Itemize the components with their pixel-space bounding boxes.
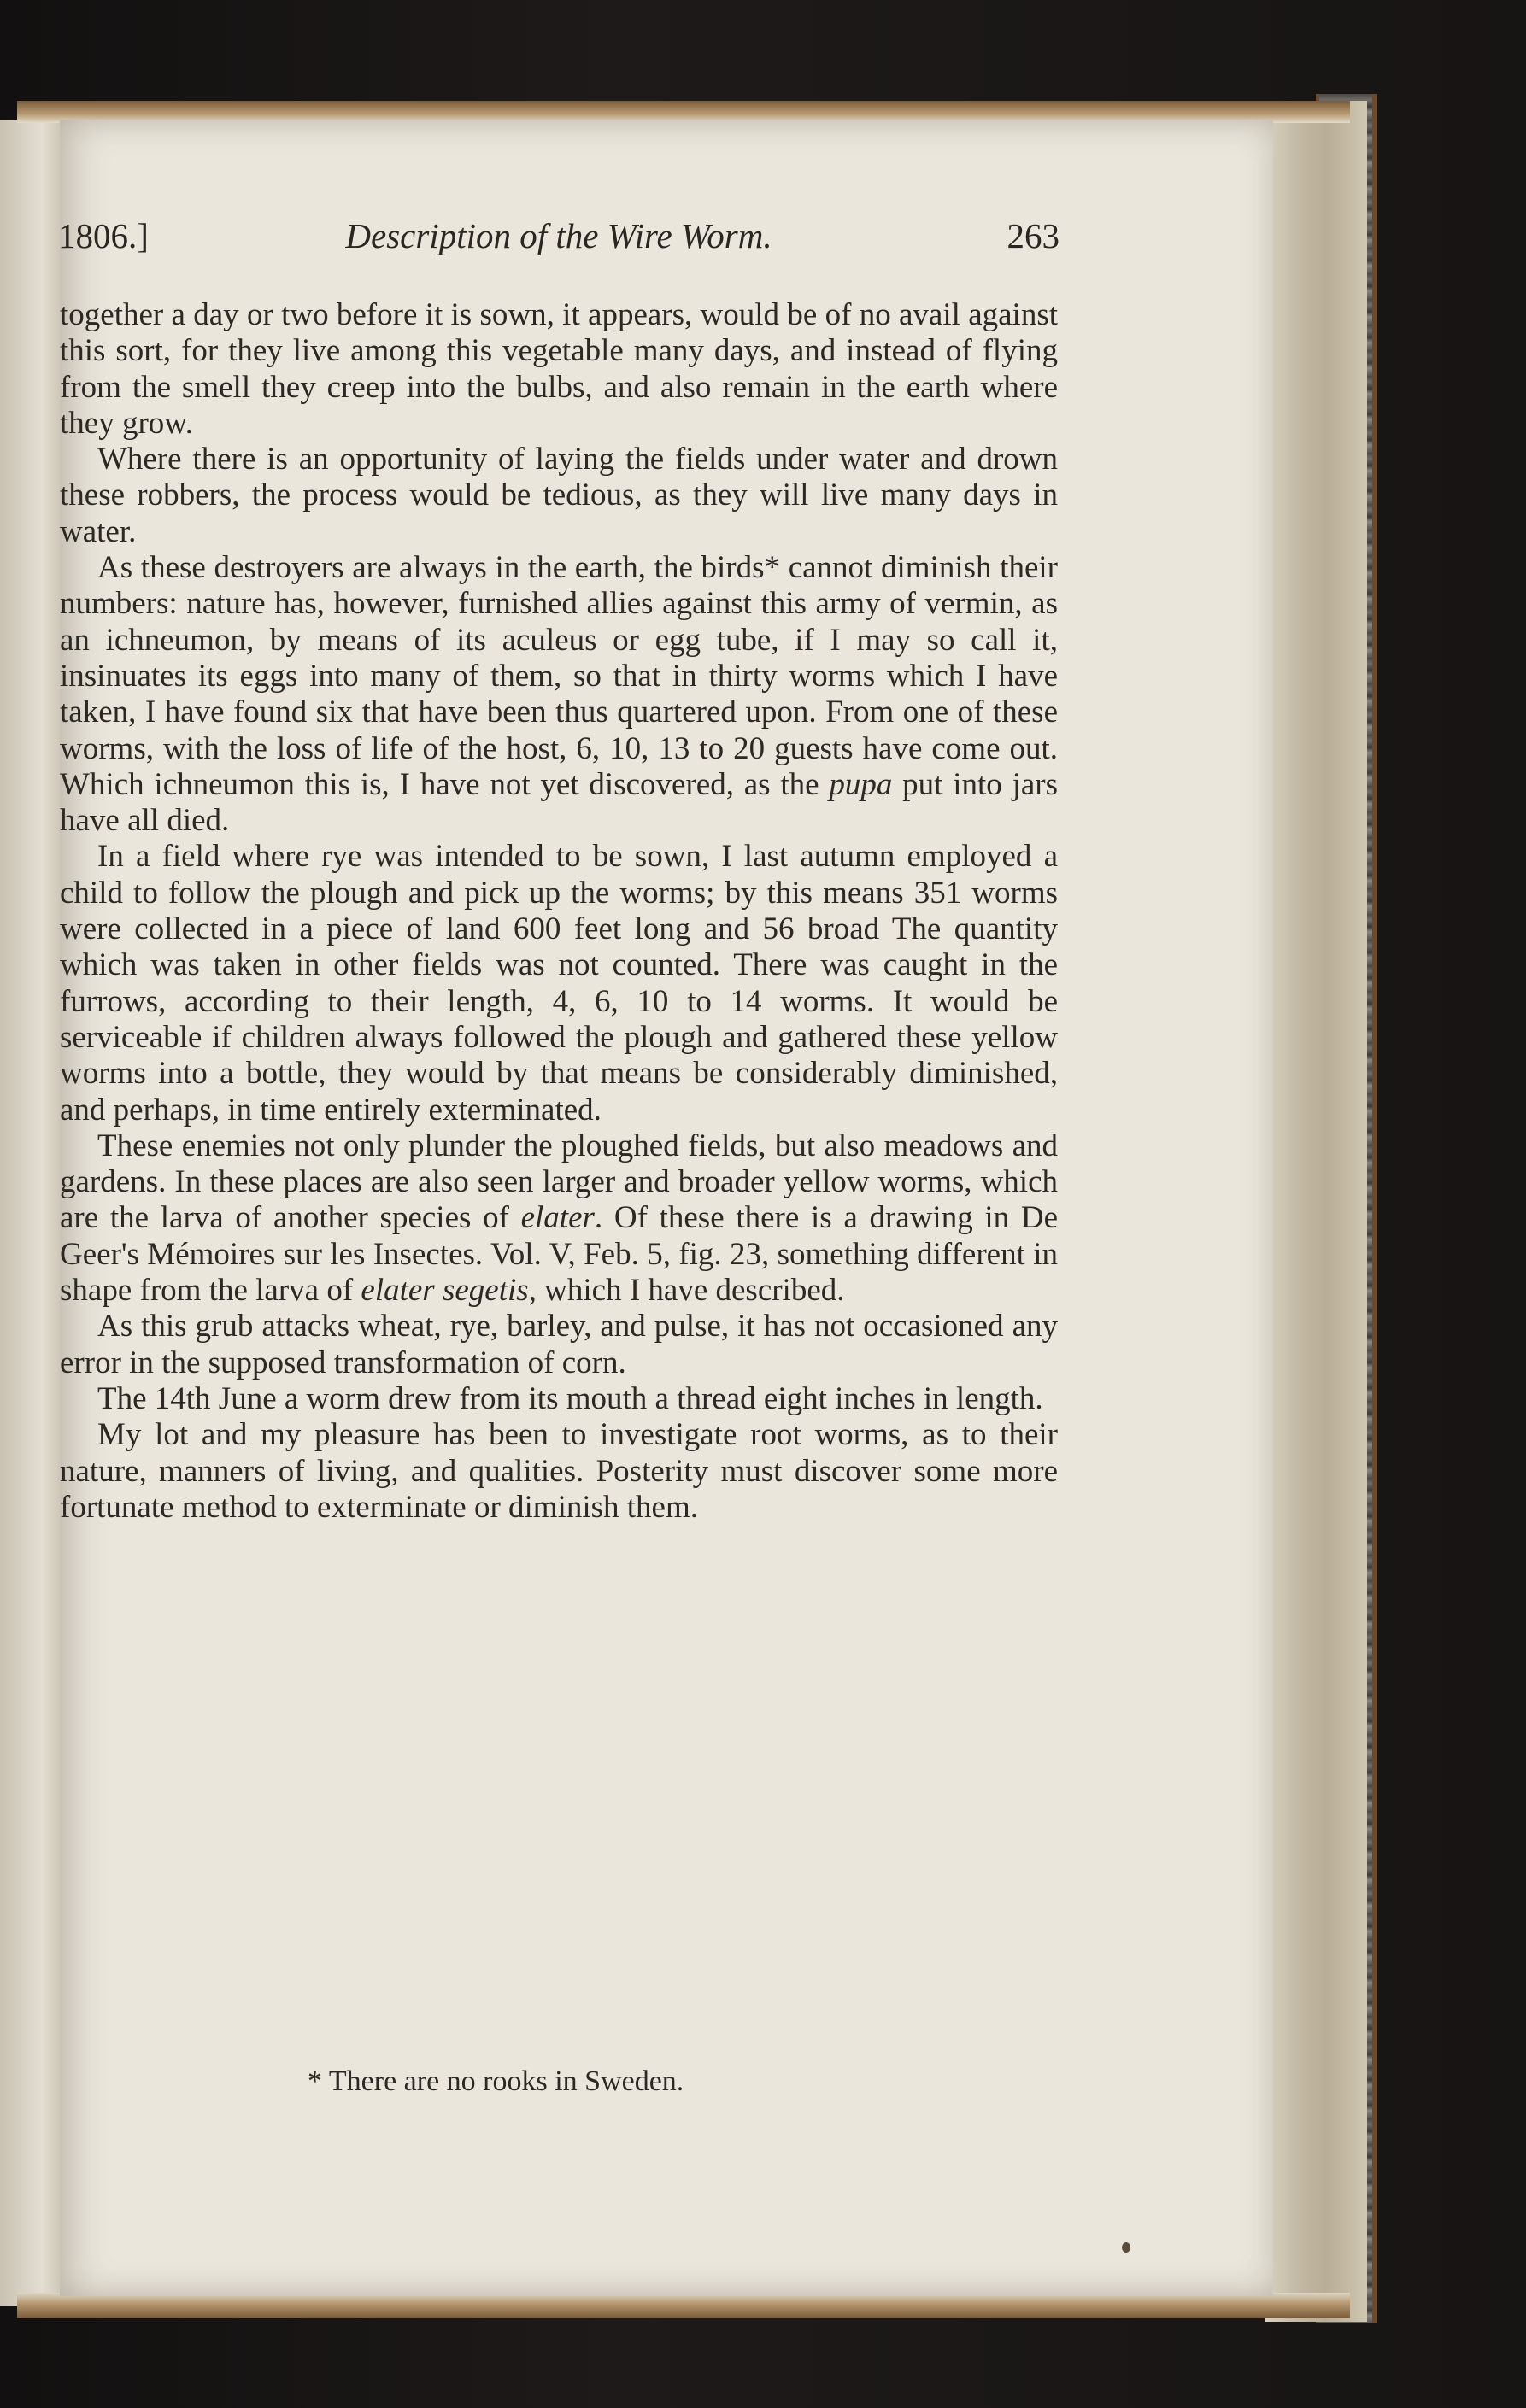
paragraph-text: The 14th June a worm drew from its mouth a thread eight inches in length. xyxy=(97,1380,1043,1416)
paragraph-text: Where there is an opportunity of laying the fields under water and drown these robbers, the process would be tedious, as they will live many days in water. xyxy=(60,442,1058,549)
italic-text: elater segetis xyxy=(361,1273,529,1309)
paragraph-text: In a field where rye was intended to be sown, I last autumn employed a child to follow the plough and pick up the worms; by this means 351 worms were collected in a piece of land 600 feet long and 56 broad The quantity which was taken in other fields was not counted. There was caught in the furrows, according to their length, 4, 6, 10 to 14 worms. It would be serviceable if children always followed the plough and gathered these yellow worms into a bottle, they would by that means be considerably diminished, and perhaps, in time entirely exterminated. xyxy=(60,839,1058,1128)
paragraph-text: , which I have described. xyxy=(528,1273,845,1309)
paragraph-text: together a day or two before it is sown, it appears, would be of no avail against this sort, for they live among this vegetable many days, and instead of flying from the smell they creep into the bulbs, and also remain in the earth where they grow. xyxy=(60,297,1058,441)
page-stack-edge xyxy=(1265,101,1367,2322)
paragraph xyxy=(60,839,1058,1128)
paragraph-text: put into jars have all died. xyxy=(60,766,1059,839)
book-bottom-edge xyxy=(17,2293,1350,2318)
paragraph xyxy=(60,1128,1058,1309)
footnote: * There are no rooks in Sweden. xyxy=(308,2065,684,2097)
italic-text: elater xyxy=(520,1200,595,1236)
paragraph xyxy=(60,297,1058,442)
header-title: Description of the Wire Worm. xyxy=(345,216,772,255)
paragraph-text: As these destroyers are always in the earth, the birds* cannot diminish their numbers: nature has, however, furnished allies against this army of vermin, as an ichneumon, by means of its aculeus or egg tube, if I may so call it, insinuates its eggs into many of them, so that in thirty worms which I have taken, I have found six that have been thus quartered upon. From one of these worms, with the loss of life of the host, 6, 10, 13 to 20 guests have come out. Which ichneumon this is, I have not yet discovered, as the xyxy=(60,550,1058,802)
paragraph xyxy=(60,550,1058,839)
paragraph-text: These enemies not only plunder the ploughed fields, but also meadows and gardens. In these places are also seen larger and broader yellow worms, which are the larva of another species of xyxy=(60,1128,1058,1236)
facing-page-edge xyxy=(0,120,60,2306)
body-text xyxy=(60,297,1058,1526)
paragraph xyxy=(60,1381,1058,1417)
paragraph-text: As this grub attacks wheat, rye, barley, and pulse, it has not occasioned any error in the supposed transformation of corn. xyxy=(60,1309,1058,1380)
italic-text: pupa xyxy=(829,766,893,802)
page-number: 263 xyxy=(1007,216,1059,255)
header-year: 1806.] xyxy=(58,216,149,255)
running-head xyxy=(58,215,1059,267)
paragraph xyxy=(60,1417,1058,1526)
paragraph-text: . Of these there is a drawing in De Geer's Mémoires sur les Insectes. Vol. V, Feb. 5, fig. 23, something different in shape from the larva of xyxy=(60,1200,1058,1309)
paragraph-text: My lot and my pleasure has been to investigate root worms, as to their nature, manners of living, and qualities. Posterity must discover some more fortunate method to exterminate or diminish them. xyxy=(60,1417,1058,1525)
paragraph xyxy=(60,1309,1058,1381)
page-blemish xyxy=(1122,2242,1130,2253)
paragraph xyxy=(60,442,1058,550)
